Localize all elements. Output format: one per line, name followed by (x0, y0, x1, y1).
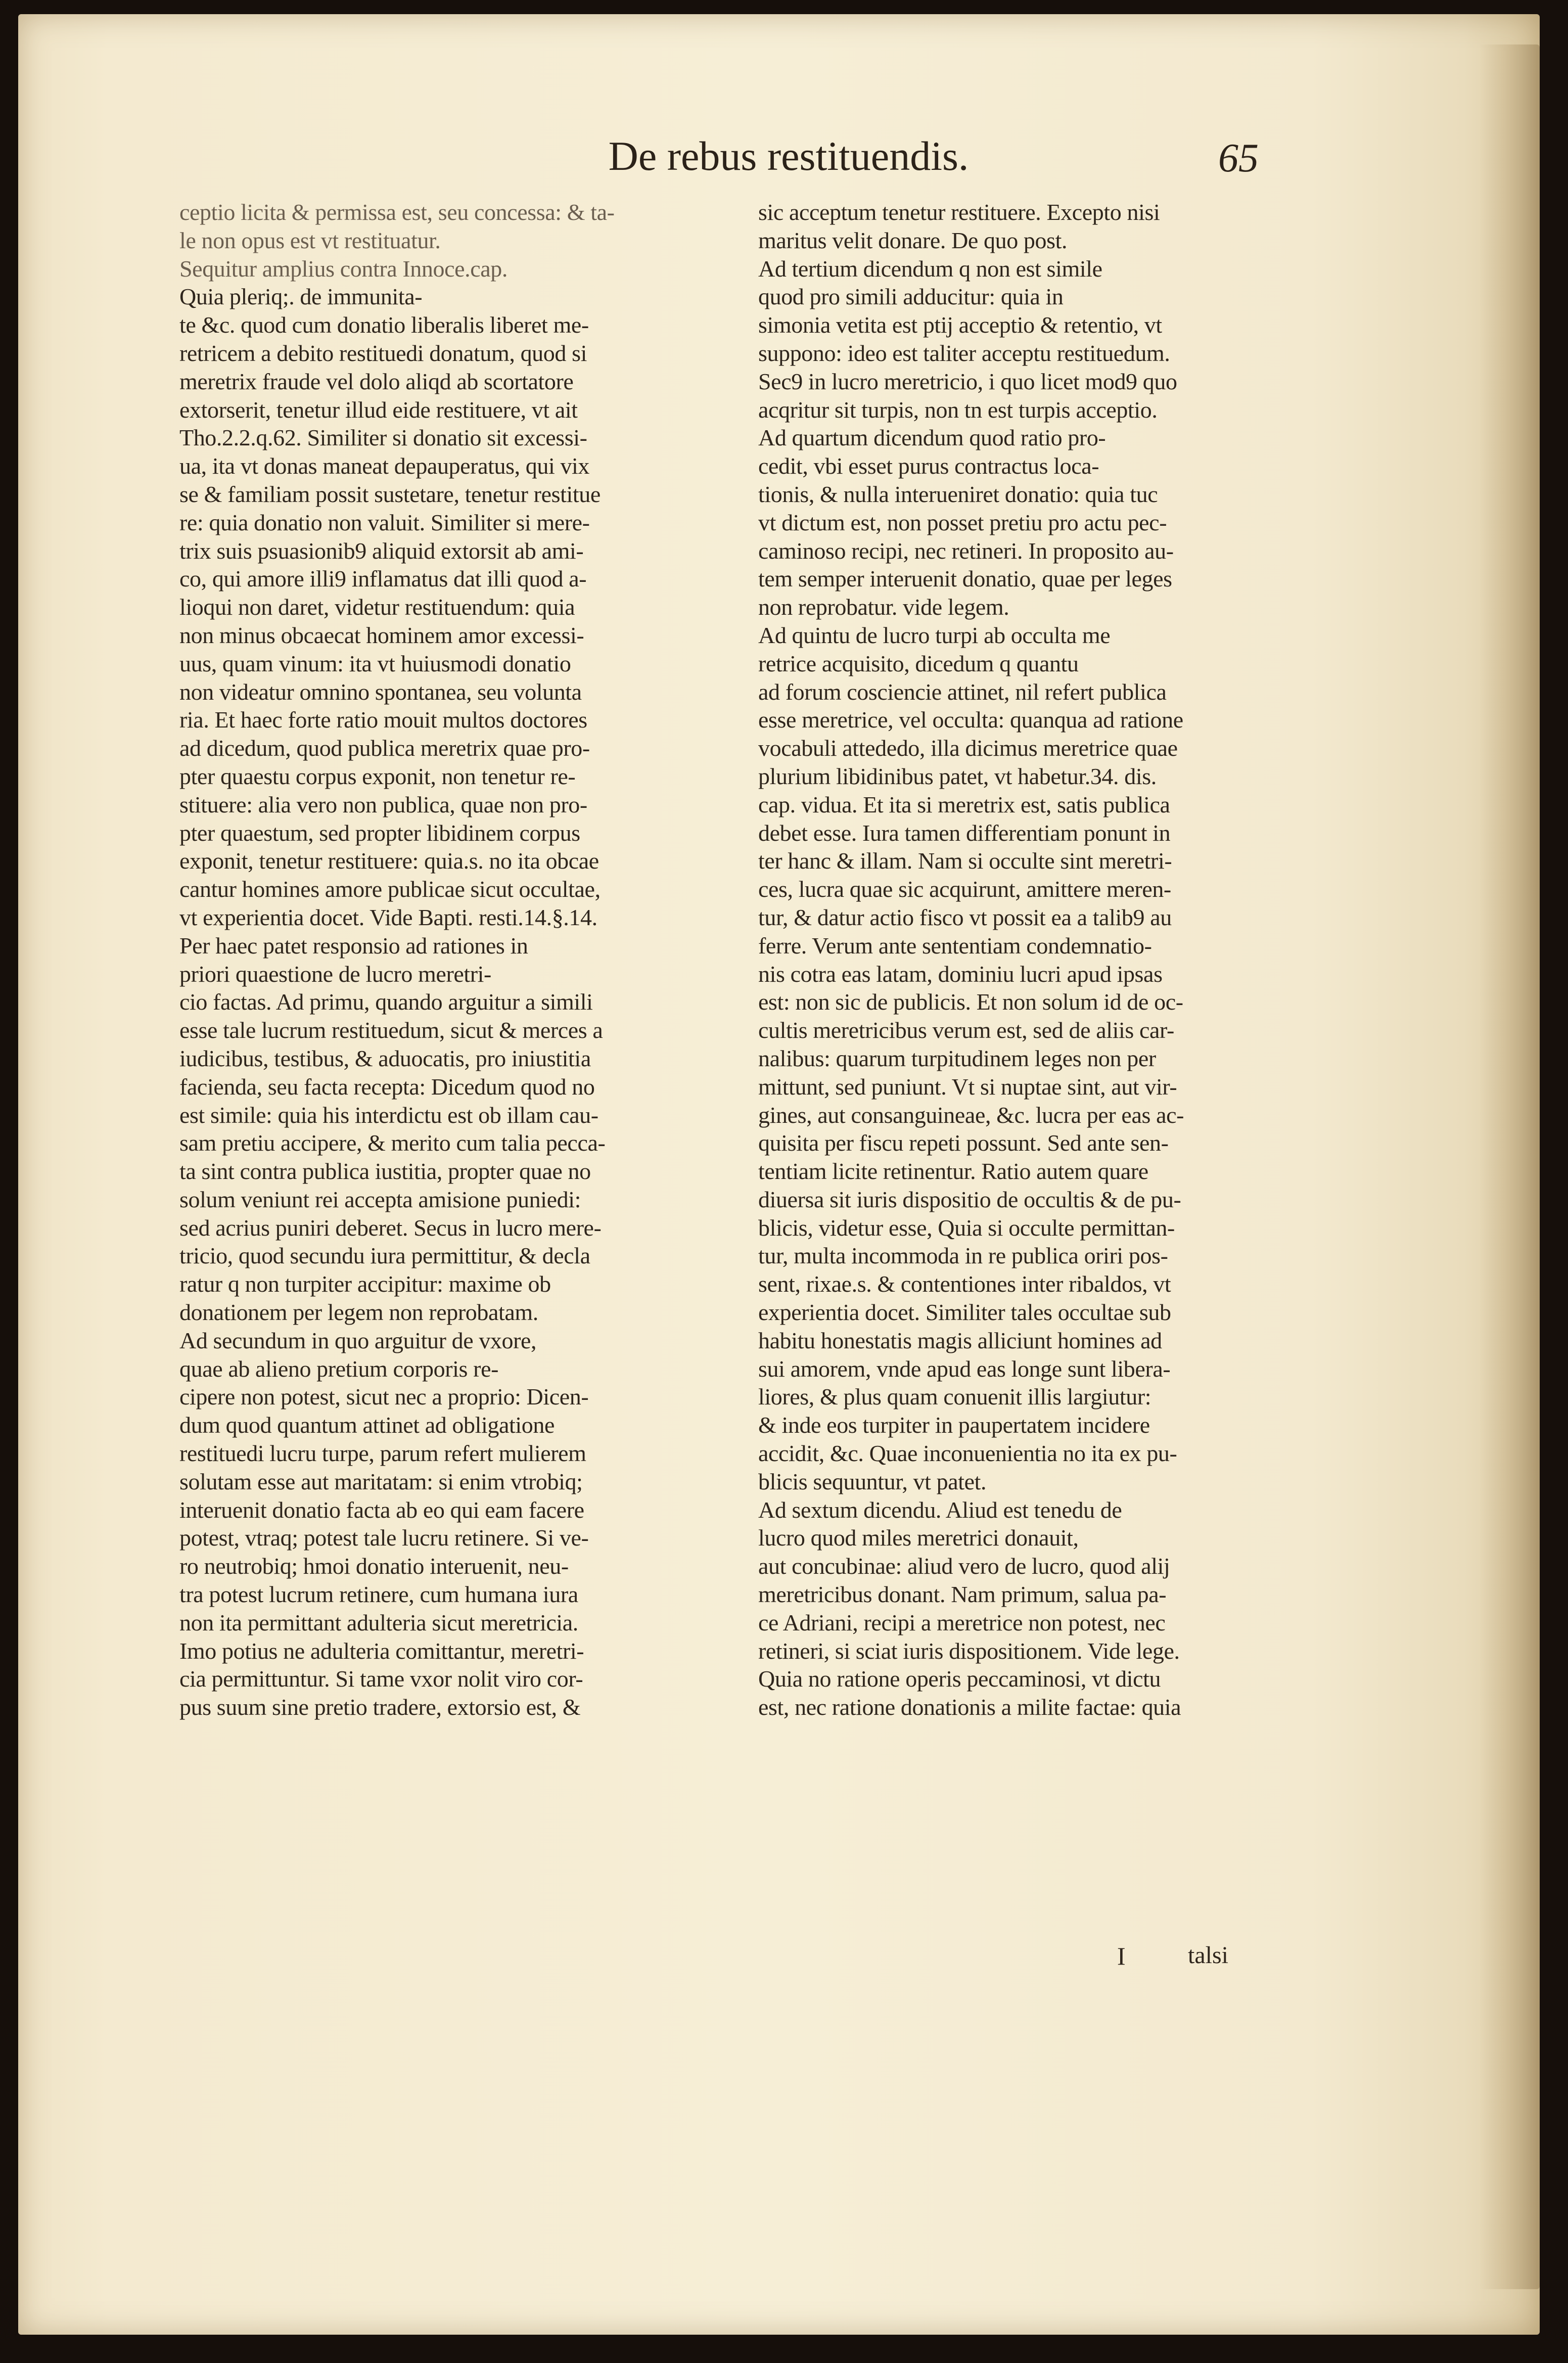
text-line: maritus velit donare. De quo post. (758, 227, 1068, 253)
text-line: quod pro simili adducitur: quia in (758, 284, 1064, 310)
text-line: simonia vetita est ptij acceptio & retentio, vt (758, 312, 1162, 338)
text-line: Ad secundum in quo arguitur de vxore, (179, 1327, 537, 1353)
text-line: Per haec patet responsio ad rationes in (179, 932, 528, 959)
text-line: solutam esse aut maritatam: si enim vtrobiq; (179, 1468, 583, 1494)
text-line: ria. Et haec forte ratio mouit multos doctores (179, 707, 587, 733)
text-line: pus suum sine pretio tradere, extorsio est, & (179, 1694, 581, 1720)
text-line: suppono: ideo est taliter acceptu restituedum. (758, 340, 1170, 366)
text-line: te &c. quod cum donatio liberalis liberet me- (179, 312, 589, 338)
text-line: ceptio licita & permissa est, seu concessa: & ta- (179, 199, 615, 225)
text-line: est: non sic de publicis. Et non solum id de oc- (758, 989, 1183, 1015)
right-column (758, 198, 1271, 1721)
text-line: cia permittuntur. Si tame vxor nolit viro cor- (179, 1666, 583, 1692)
text-line: tionis, & nulla interueniret donatio: quia tuc (758, 481, 1158, 507)
text-line: retineri, si sciat iuris dispositionem. Vide lege. (758, 1638, 1180, 1664)
text-line: le non opus est vt restituatur. (179, 227, 441, 253)
text-line: retrice acquisito, dicedum q quantu (758, 650, 1079, 676)
text-line: extorserit, tenetur illud eide restituere, vt ait (179, 396, 578, 423)
text-line: pter quaestu corpus exponit, non tenetur re- (179, 763, 576, 789)
text-line: cedit, vbi esset purus contractus loca- (758, 453, 1099, 479)
text-line: diuersa sit iuris dispositio de occultis & de pu- (758, 1186, 1181, 1212)
text-line: meretrix fraude vel dolo aliqd ab scortatore (179, 368, 574, 394)
text-line: tentiam licite retinentur. Ratio autem quare (758, 1158, 1148, 1185)
text-line: solum veniunt rei accepta amisione puniedi: (179, 1186, 581, 1212)
text-line: interuenit donatio facta ab eo qui eam facere (179, 1496, 584, 1523)
text-line: meretricibus donant. Nam primum, salua pa- (758, 1581, 1167, 1608)
text-line: & inde eos turpiter in paupertatem incidere (758, 1412, 1150, 1438)
text-line: gines, aut consanguineae, &c. lucra per eas ac- (758, 1102, 1184, 1128)
text-line: vt experientia docet. Vide Bapti. resti.14.§.14. (179, 904, 597, 930)
text-line: esse tale lucrum restituedum, sicut & merces a (179, 1017, 603, 1043)
left-column (179, 198, 693, 1721)
text-line: ta sint contra publica iustitia, propter quae no (179, 1158, 591, 1185)
running-title: De rebus restituendis. (608, 133, 969, 179)
text-line: non minus obcaecat hominem amor excessi- (179, 622, 584, 648)
text-line: vt dictum est, non posset pretiu pro actu pec- (758, 509, 1167, 535)
text-line: tra potest lucrum retinere, cum humana iura (179, 1581, 578, 1608)
text-line: cap. vidua. Et ita si meretrix est, satis publica (758, 791, 1170, 817)
text-line: sic acceptum tenetur restituere. Excepto nisi (758, 199, 1160, 225)
text-line: se & familiam possit sustetare, tenetur restitue (179, 481, 601, 507)
text-line: ad dicedum, quod publica meretrix quae pro- (179, 735, 590, 761)
text-line: quae ab alieno pretium corporis re- (179, 1355, 499, 1382)
text-line: exponit, tenetur restituere: quia.s. no ita obcae (179, 848, 599, 874)
text-line: ratur q non turpiter accipitur: maxime ob (179, 1271, 551, 1297)
text-line: Quia no ratione operis peccaminosi, vt dictu (758, 1666, 1161, 1692)
text-line: lucro quod miles meretrici donauit, (758, 1525, 1079, 1551)
text-line: nalibus: quarum turpitudinem leges non per (758, 1045, 1156, 1071)
text-line: priori quaestione de lucro meretri- (179, 961, 491, 987)
text-line: est simile: quia his interdictu est ob illam cau- (179, 1102, 598, 1128)
text-line: re: quia donatio non valuit. Similiter si mere- (179, 509, 590, 535)
text-line: blicis, videtur esse, Quia si occulte permittan- (758, 1214, 1175, 1241)
text-line: sam pretiu accipere, & merito cum talia pecca- (179, 1130, 606, 1156)
text-line: cultis meretricibus verum est, sed de aliis car- (758, 1017, 1174, 1043)
text-line: accidit, &c. Quae inconuenientia no ita ex pu- (758, 1440, 1177, 1467)
text-line: esse meretrice, vel occulta: quanqua ad ratione (758, 707, 1183, 733)
text-line: Tho.2.2.q.62. Similiter si donatio sit excessi- (179, 425, 587, 451)
signature-mark: I (1117, 1942, 1126, 1970)
text-line: donationem per legem non reprobatam. (179, 1299, 538, 1326)
text-line: trix suis psuasionib9 aliquid extorsit ab ami- (179, 537, 584, 564)
text-line: ces, lucra quae sic acquirunt, amittere meren- (758, 876, 1171, 902)
text-line: vocabuli attededo, illa dicimus meretrice quae (758, 735, 1178, 761)
text-line: ro neutrobiq; hmoi donatio interuenit, neu- (179, 1553, 569, 1579)
text-line: tur, & datur actio fisco vt possit ea a talib9 au (758, 904, 1172, 930)
text-line: est, nec ratione donationis a milite factae: quia (758, 1694, 1181, 1720)
text-line: quisita per fiscu repeti possunt. Sed ante sen- (758, 1130, 1169, 1156)
text-line: tur, multa incommoda in re publica oriri pos- (758, 1243, 1168, 1269)
text-line: co, qui amore illi9 inflamatus dat illi quod a- (179, 566, 587, 592)
text-line: plurium libidinibus patet, vt habetur.34. dis. (758, 763, 1157, 789)
text-line: dum quod quantum attinet ad obligatione (179, 1412, 555, 1438)
text-line: uus, quam vinum: ita vt huiusmodi donatio (179, 650, 571, 676)
text-line: acqritur sit turpis, non tn est turpis acceptio. (758, 396, 1158, 423)
text-line: liores, & plus quam conuenit illis largiutur: (758, 1384, 1151, 1410)
text-line: blicis sequuntur, vt patet. (758, 1468, 987, 1494)
text-line: experientia docet. Similiter tales occultae sub (758, 1299, 1171, 1326)
text-line: tem semper interuenit donatio, quae per leges (758, 566, 1172, 592)
text-line: Quia pleriq;. de immunita- (179, 284, 423, 310)
text-line: facienda, seu facta recepta: Dicedum quod no (179, 1073, 595, 1100)
text-line: caminoso recipi, nec retineri. In proposito au- (758, 537, 1174, 564)
text-line: ferre. Verum ante sententiam condemnatio- (758, 932, 1152, 959)
text-line: mittunt, sed puniunt. Vt si nuptae sint, aut vir- (758, 1073, 1177, 1100)
text-line: pter quaestum, sed propter libidinem corpus (179, 820, 580, 846)
text-line: Ad quartum dicendum quod ratio pro- (758, 425, 1106, 451)
text-line: retricem a debito restituedi donatum, quod si (179, 340, 587, 366)
text-line: ad forum cosciencie attinet, nil refert publica (758, 678, 1167, 705)
text-line: cantur homines amore publicae sicut occultae, (179, 876, 601, 902)
text-line: Sequitur amplius contra Innoce.cap. (179, 255, 508, 282)
text-line: iudicibus, testibus, & aduocatis, pro iniustitia (179, 1045, 591, 1071)
text-line: cipere non potest, sicut nec a proprio: Dicen- (179, 1384, 589, 1410)
text-line: ua, ita vt donas maneat depauperatus, qui vix (179, 453, 590, 479)
text-line: cio factas. Ad primu, quando arguitur a simili (179, 989, 593, 1015)
text-line: nis cotra eas latam, dominiu lucri apud ipsas (758, 961, 1163, 987)
text-line: lioqui non daret, videtur restituendum: quia (179, 594, 575, 620)
text-line: debet esse. Iura tamen differentiam ponunt in (758, 820, 1171, 846)
text-line: Sec9 in lucro meretricio, i quo licet mod9 quo (758, 368, 1177, 394)
text-line: sent, rixae.s. & contentiones inter ribaldos, vt (758, 1271, 1171, 1297)
text-line: tricio, quod secundu iura permittitur, & decla (179, 1243, 590, 1269)
text-line: Ad sextum dicendu. Aliud est tenedu de (758, 1496, 1122, 1523)
text-line: Ad quintu de lucro turpi ab occulta me (758, 622, 1111, 648)
text-line: habitu honestatis magis alliciunt homines ad (758, 1327, 1162, 1353)
text-line: ce Adriani, recipi a meretrice non potest, nec (758, 1609, 1166, 1635)
text-line: sed acrius puniri deberet. Secus in lucro mere- (179, 1214, 602, 1241)
text-line: aut concubinae: aliud vero de lucro, quod alij (758, 1553, 1170, 1579)
text-line: ter hanc & illam. Nam si occulte sint meretri- (758, 848, 1172, 874)
text-line: non reprobatur. vide legem. (758, 594, 1009, 620)
text-line: non videatur omnino spontanea, seu volunta (179, 678, 582, 705)
text-line: sui amorem, vnde apud eas longe sunt libera- (758, 1355, 1171, 1382)
text-line: potest, vtraq; potest tale lucru retinere. Si ve- (179, 1525, 589, 1551)
page-gutter-shadow (1479, 44, 1540, 2289)
text-line: non ita permittant adulteria sicut meretricia. (179, 1609, 578, 1635)
text-line: restituedi lucru turpe, parum refert mulierem (179, 1440, 586, 1467)
text-line: Ad tertium dicendum q non est simile (758, 255, 1102, 282)
text-line: Imo potius ne adulteria comittantur, meretri- (179, 1638, 584, 1664)
text-line: stituere: alia vero non publica, quae non pro- (179, 791, 587, 817)
catchword: talsi (1188, 1942, 1228, 1969)
folio-number: 65 (1218, 136, 1259, 180)
